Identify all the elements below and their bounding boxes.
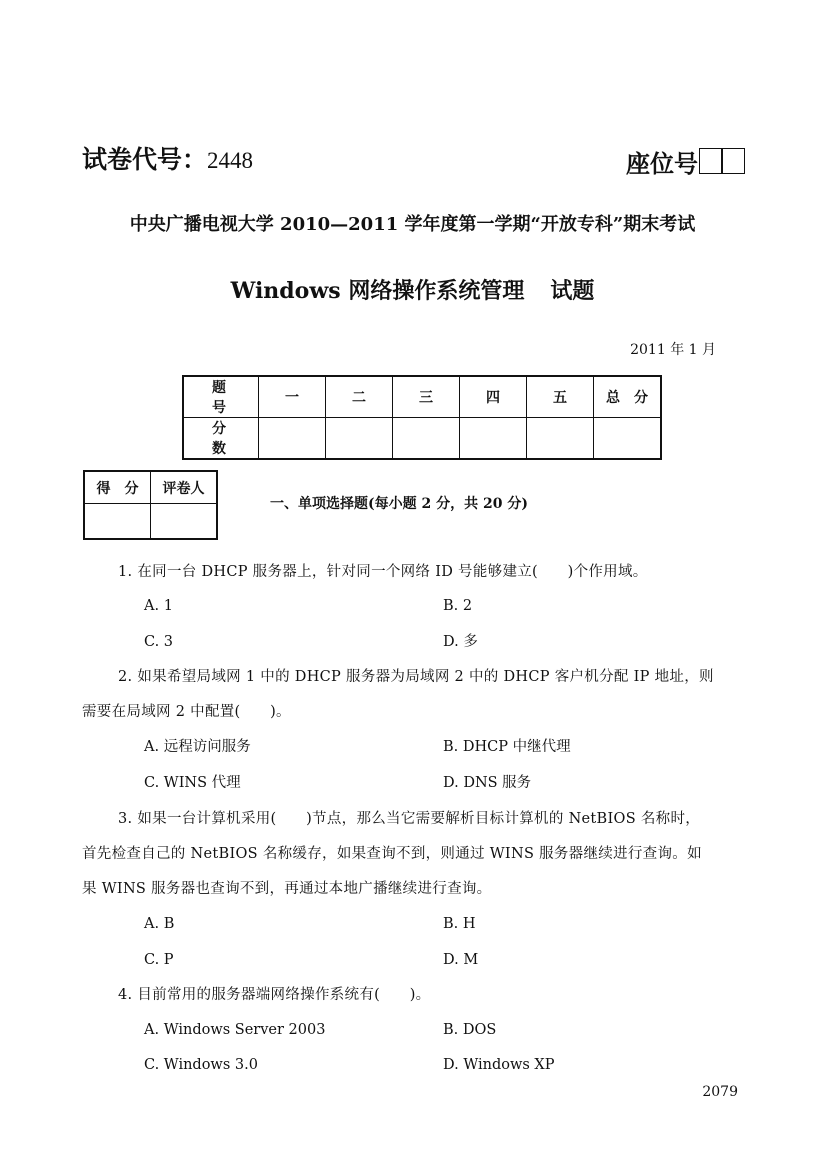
question-3-line-3: 果 WINS 服务器也查询不到，再通过本地广播继续进行查询。 [82, 881, 492, 897]
question-3-option-d[interactable]: D. M [443, 952, 479, 968]
paper-code [82, 145, 253, 176]
score-cell-empty[interactable] [326, 418, 393, 460]
grader-name-cell[interactable] [151, 504, 218, 540]
score-table-cell: 分 数 [183, 418, 259, 460]
page-number: 2079 [702, 1084, 738, 1100]
section-heading: 一、单项选择题(每小题 2 分，共 20 分) [270, 496, 528, 512]
grader-score-label: 得 分 [84, 471, 151, 504]
subject-title [0, 276, 825, 306]
grader-name-label: 评卷人 [151, 471, 218, 504]
subject-suffix: 试题 [550, 278, 595, 304]
question-2-line-2: 需要在局域网 2 中配置( )。 [82, 704, 291, 720]
question-2-line-1: 2. 如果希望局域网 1 中的 DHCP 服务器为局域网 2 中的 DHCP 客户机分配 IP 地址，则 [118, 669, 714, 685]
score-cell-empty[interactable] [594, 418, 662, 460]
score-table [182, 375, 662, 460]
score-table-header-row [183, 376, 661, 418]
score-table-cell: 二 [326, 376, 393, 418]
question-2-option-d[interactable]: D. DNS 服务 [443, 775, 532, 791]
exam-title: 中央广播电视大学 2010—2011 学年度第一学期“开放专科”期末考试 [129, 214, 696, 235]
question-4-line-1: 4. 目前常用的服务器端网络操作系统有( )。 [118, 987, 431, 1003]
seat-number-box-1[interactable] [699, 148, 723, 174]
question-3-option-c[interactable]: C. P [144, 952, 174, 968]
question-2-option-c[interactable]: C. WINS 代理 [144, 775, 241, 791]
grader-score-cell[interactable] [84, 504, 151, 540]
score-cell-empty[interactable] [527, 418, 594, 460]
score-cell-empty[interactable] [460, 418, 527, 460]
subject-name: Windows 网络操作系统管理 [230, 278, 525, 304]
question-1-option-c[interactable]: C. 3 [144, 634, 174, 650]
score-table-cell: 总 分 [594, 376, 662, 418]
seat-number-box-2[interactable] [721, 148, 745, 174]
question-3-line-1: 3. 如果一台计算机采用( )节点，那么当它需要解析目标计算机的 NetBIOS 名称时， [118, 811, 701, 827]
question-1-option-a[interactable]: A. 1 [144, 598, 173, 614]
score-cell-empty[interactable] [259, 418, 326, 460]
seat-number-label: 座位号 [626, 149, 698, 178]
question-2-option-a[interactable]: A. 远程访问服务 [144, 739, 251, 755]
score-table-cell: 四 [460, 376, 527, 418]
seat-number [626, 147, 745, 178]
question-3-line-2: 首先检查自己的 NetBIOS 名称缓存，如果查询不到，则通过 WINS 服务器继续进行查询。如 [82, 846, 702, 862]
question-4-option-c[interactable]: C. Windows 3.0 [144, 1057, 258, 1073]
score-table-cell: 题 号 [183, 376, 259, 418]
paper-code-value: 2448 [207, 148, 254, 173]
question-1-option-d[interactable]: D. 多 [443, 634, 478, 650]
question-4-option-d[interactable]: D. Windows XP [443, 1057, 555, 1073]
question-4-option-b[interactable]: B. DOS [443, 1022, 497, 1038]
grader-table [83, 470, 218, 540]
grader-table-header-row [84, 471, 217, 504]
question-1-line-1: 1. 在同一台 DHCP 服务器上，针对同一个网络 ID 号能够建立( )个作用域。 [118, 564, 648, 580]
score-table-cell: 三 [393, 376, 460, 418]
paper-code-label: 试卷代号： [82, 145, 208, 174]
score-table-cell: 五 [527, 376, 594, 418]
exam-date: 2011 年 1 月 [630, 342, 716, 358]
question-1-option-b[interactable]: B. 2 [443, 598, 473, 614]
score-table-score-row [183, 418, 661, 460]
grader-table-entry-row [84, 504, 217, 540]
score-cell-empty[interactable] [393, 418, 460, 460]
question-3-option-a[interactable]: A. B [144, 916, 175, 932]
score-table-cell: 一 [259, 376, 326, 418]
question-3-option-b[interactable]: B. H [443, 916, 476, 932]
question-2-option-b[interactable]: B. DHCP 中继代理 [443, 739, 571, 755]
question-4-option-a[interactable]: A. Windows Server 2003 [144, 1022, 326, 1038]
